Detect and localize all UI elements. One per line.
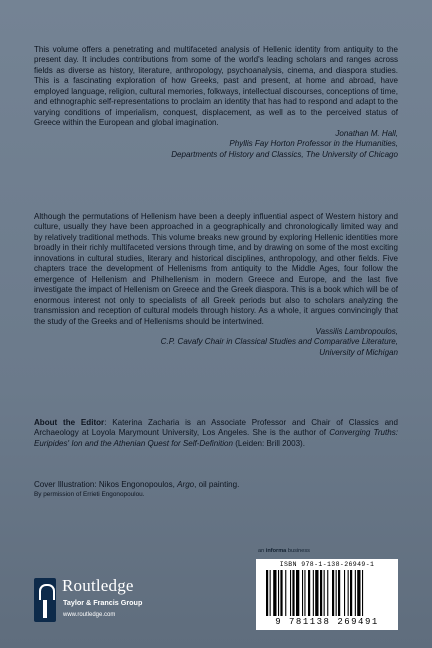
routledge-mark-icon	[34, 578, 56, 622]
illustration-permission: By permission of Errieti Engonopoulou.	[34, 491, 145, 499]
blurb-lambropoulos	[34, 212, 398, 358]
about-editor	[34, 418, 398, 449]
blurb-hall	[34, 45, 398, 160]
barcode	[256, 559, 398, 630]
illustration-prefix: Cover Illustration: Nikos Engonopoulos,	[34, 480, 178, 489]
publisher-group: Taylor & Francis Group	[63, 598, 143, 607]
about-editor-end: (Leiden: Brill 2003).	[232, 438, 305, 448]
blurb-hall-author: Jonathan M. Hall,	[335, 128, 398, 138]
informa-suffix: business	[286, 548, 310, 554]
about-editor-label: About the Editor	[34, 418, 105, 427]
blurb-lambropoulos-author: Vassilis Lambropoulos,	[315, 326, 398, 336]
cover-illustration-credit	[34, 480, 398, 490]
barcode-digits: 9 781138 269491	[275, 617, 379, 627]
cover-illustration	[34, 480, 398, 499]
publisher-name: Routledge	[62, 576, 134, 595]
blurb-hall-title-2: Departments of History and Classics, The University of Chicago	[171, 149, 398, 159]
illustration-suffix: , oil painting.	[194, 480, 240, 489]
about-editor-text	[34, 418, 398, 449]
informa-brand: informa	[265, 548, 287, 554]
barcode-bars	[266, 570, 390, 616]
isbn-text: ISBN 978-1-138-26949-1	[279, 561, 375, 568]
blurb-lambropoulos-title-2: University of Michigan	[319, 347, 398, 357]
informa-prefix: an	[258, 548, 266, 554]
informa-tag	[258, 548, 310, 554]
publisher-url: www.routledge.com	[63, 612, 116, 618]
illustration-work: Argo	[177, 480, 195, 489]
blurb-lambropoulos-title-1: C.P. Cavafy Chair in Classical Studies and Comparative Literature,	[160, 337, 398, 347]
editor-book-title: Converging Truths: Euripides' Ion and the Athenian Quest for Self-Definition	[34, 428, 398, 448]
blurb-hall-text: This volume offers a penetrating and multifaceted analysis of Hellenic identity from antiquity to the present day. It includes contributions from some of the world's leading scholars and ranges across fields as diverse as history, literature, anthropology, psychoanalysis, cinema, and diaspora studies. This is a fascinating exploration of how Greeks, past and present, at home and abroad, have employed language, religion, cultural memories, folkways, intellectual discourses, conceptions of time, and ethnographic self-representations to proclaim an identity that has had to respond and adapt to the varying conditions of imperialism, conquest, displacement, as well as to the perceived status of Greece within the European and global imagination.	[34, 45, 398, 128]
routledge-logo	[34, 576, 184, 624]
blurb-lambropoulos-text: Although the permutations of Hellenism have been a deeply influential aspect of Western history and culture, usually they have been approached in a geographically and chronologically limited way and by relatively traditional methods. This volume breaks new ground by exploring Hellenic identities more broadly in their richly multifaceted versions through time, and by drawing on some of the most exciting innovations in cultural studies, literary and historical disciplines, anthropology, and other fields. Five chapters trace the development of Hellenisms from antiquity to the Middle Ages, four follow the emergence of Hellenism and Philhellenism in modern Greece and Europe, and the last five investigate the impact of Hellenism on Greece and the Greek diaspora. This is a book which will be of enormous interest not only to specialists of all Greek periods but also to scholars analyzing the transmission and reception of cultural models through history. As a whole, it argues convincingly that the study of the Greeks and of Hellenisms should be intertwined.	[34, 212, 398, 326]
blurb-hall-title-1: Phyllis Fay Horton Professor in the Humanities,	[229, 139, 398, 149]
about-editor-body: : Katerina Zacharia is an Associate Professor and Chair of Classics and Archaeology at Loyola Marymount University, Los Angeles. She is the author of	[34, 418, 399, 438]
